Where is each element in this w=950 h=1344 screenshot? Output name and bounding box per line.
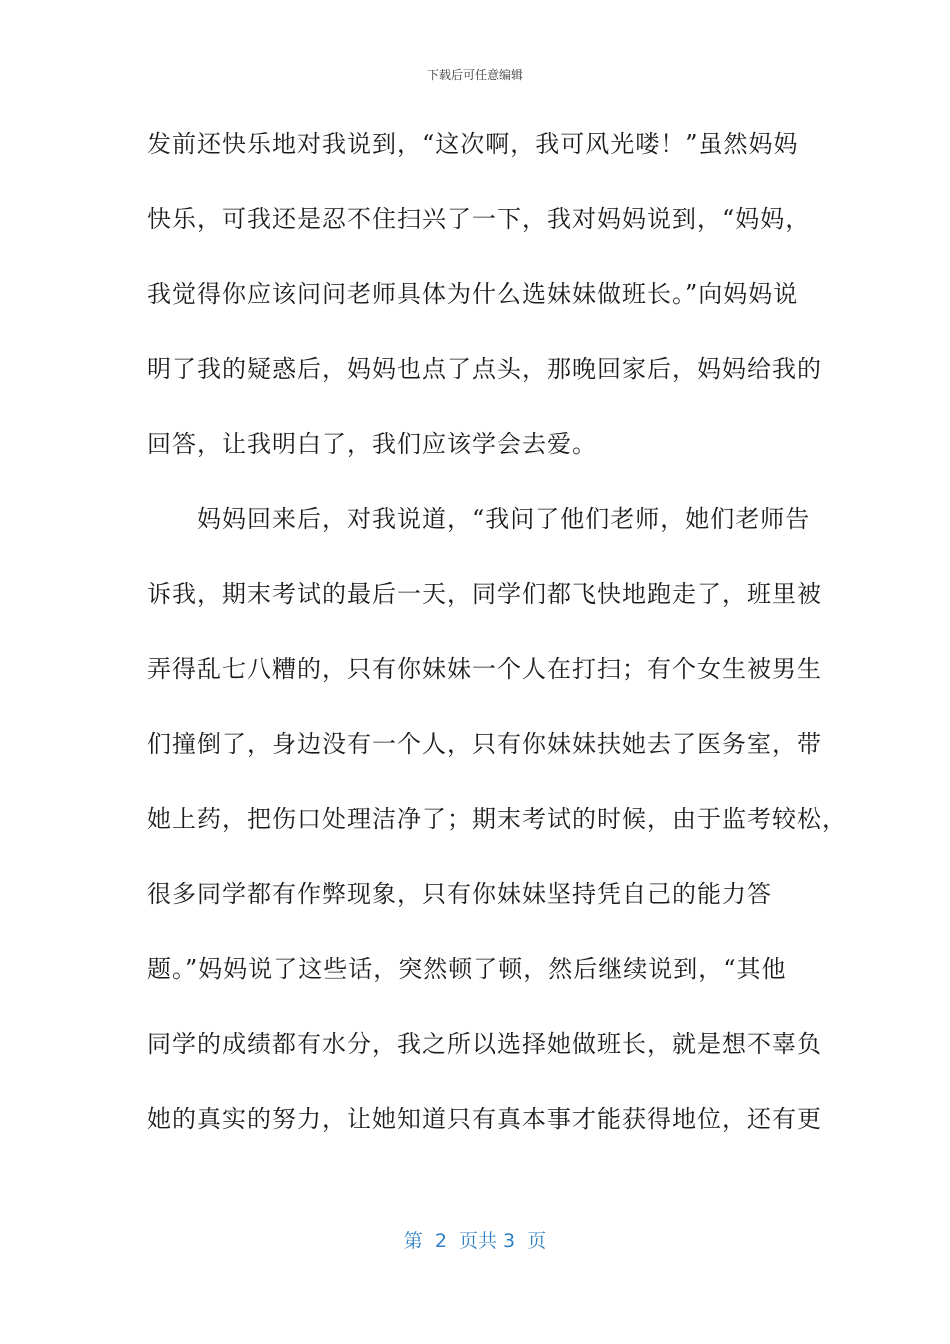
text-line: 妈妈回来后，对我说道，“我问了他们老师，她们老师告 [147, 505, 811, 533]
text-line: 同学的成绩都有水分，我之所以选择她做班长，就是想不辜负 [147, 1030, 822, 1058]
text-line: 们撞倒了，身边没有一个人，只有你妹妹扶她去了医务室，带 [147, 730, 822, 758]
text-line: 明了我的疑惑后，妈妈也点了点头，那晚回家后，妈妈给我的 [147, 355, 822, 383]
page-footer: 第 2 页共 3 页 [403, 1230, 547, 1252]
text-line: 弄得乱七八糟的，只有你妹妹一个人在打扫；有个女生被男生 [147, 655, 822, 683]
text-line: 题。”妈妈说了这些话，突然顿了顿，然后继续说到，“其他 [147, 955, 787, 983]
text-line: 我觉得你应该问问老师具体为什么选妹妹做班长。”向妈妈说 [147, 280, 799, 308]
text-line: 回答，让我明白了，我们应该学会去爱。 [147, 430, 597, 458]
text-line: 快乐，可我还是忍不住扫兴了一下，我对妈妈说到，“妈妈， [147, 205, 811, 233]
text-line: 她上药，把伤口处理洁净了；期末考试的时候，由于监考较松， [147, 805, 847, 833]
text-line: 发前还快乐地对我说到，“这次啊，我可风光喽！”虽然妈妈 [147, 130, 799, 158]
text-line: 很多同学都有作弊现象，只有你妹妹坚持凭自己的能力答 [147, 880, 772, 908]
page-header: 下载后可任意编辑 [426, 68, 523, 82]
text-line: 诉我，期末考试的最后一天，同学们都飞快地跑走了，班里被 [147, 580, 822, 608]
text-line: 她的真实的努力，让她知道只有真本事才能获得地位，还有更 [147, 1105, 822, 1133]
